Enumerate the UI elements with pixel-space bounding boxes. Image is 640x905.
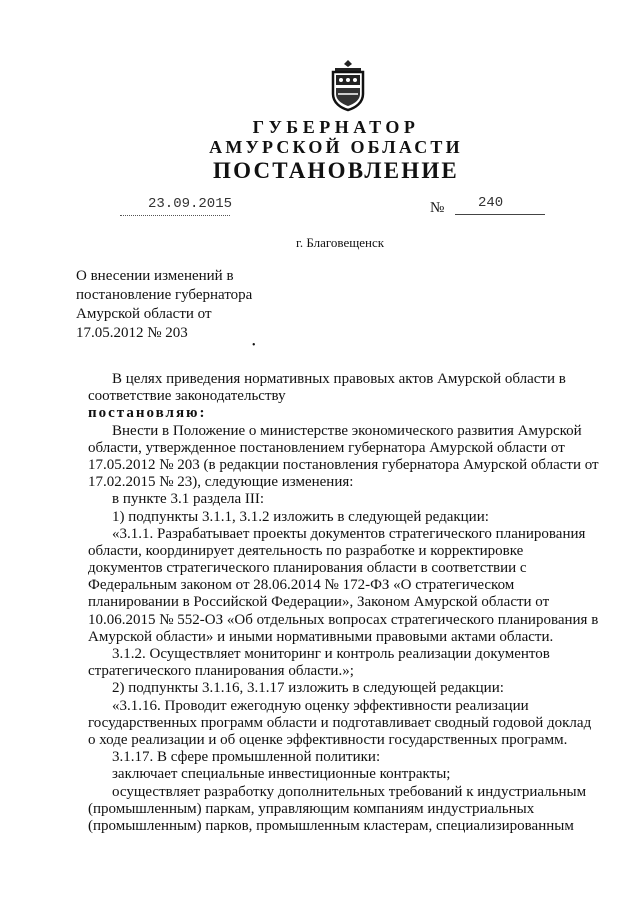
- body-line: (промышленным) парков, промышленным кластерам, специализированным: [88, 817, 574, 834]
- document-type-title: ПОСТАНОВЛЕНИЕ: [213, 158, 459, 183]
- body-line: соответствие законодательству: [88, 388, 286, 405]
- date-underline: [120, 215, 230, 216]
- authority-line-2: АМУРСКОЙ ОБЛАСТИ: [209, 137, 463, 157]
- body-line: планировании в Российской Федерации», Законом Амурской области от: [88, 594, 550, 611]
- body-line: 17.02.2015 № 23), следующие изменения:: [88, 474, 354, 491]
- decree-body: [88, 371, 608, 835]
- body-line: заключает специальные инвестиционные контракты;: [112, 766, 451, 783]
- subject-line: Амурской области от: [76, 306, 212, 322]
- city: г. Благовещенск: [295, 235, 385, 250]
- coat-of-arms-icon: [327, 58, 369, 112]
- body-line: области, утвержденное постановлением губернатора Амурской области от: [88, 439, 565, 456]
- decree-subject: [76, 267, 316, 343]
- body-line: Амурской области» и иными нормативными правовыми актами области.: [88, 628, 554, 645]
- body-line: 2) подпункты 3.1.16, 3.1.17 изложить в следующей редакции:: [112, 680, 504, 697]
- body-line: «3.1.16. Проводит ежегодную оценку эффективности реализации: [112, 697, 529, 714]
- body-line: «3.1.1. Разрабатывает проекты документов стратегического планирования: [112, 525, 586, 542]
- body-line: В целях приведения нормативных правовых актов Амурской области в: [112, 371, 566, 387]
- body-line: осуществляет разработку дополнительных требований к индустриальным: [112, 783, 587, 800]
- resolve-word: постановляю:: [88, 405, 207, 422]
- subject-line: 17.05.2012 № 203: [76, 325, 188, 341]
- subject-line: постановление губернатора: [76, 287, 253, 303]
- body-line: о ходе реализации и об оценке эффективности государственных программ.: [88, 731, 568, 748]
- number-sign: №: [430, 200, 445, 216]
- decree-number: 240: [478, 195, 504, 211]
- body-line: 1) подпункты 3.1.1, 3.1.2 изложить в следующей редакции:: [112, 508, 489, 525]
- decree-date: 23.09.2015: [148, 196, 233, 212]
- body-line: государственных программ области и подготавливает сводный годовой доклад: [88, 714, 592, 731]
- body-line: 3.1.17. В сфере промышленной политики:: [112, 749, 381, 766]
- body-line: Внести в Положение о министерстве экономического развития Амурской: [112, 422, 582, 439]
- body-line: 3.1.2. Осуществляет мониторинг и контроль реализации документов: [112, 646, 550, 662]
- subject-line: О внесении изменений в: [76, 268, 234, 284]
- body-line: 17.05.2012 № 203 (в редакции постановления губернатора Амурской области от: [88, 456, 599, 473]
- body-line: документов стратегического планирования области в соответствии с: [88, 560, 527, 577]
- scan-mark: •: [252, 340, 256, 351]
- body-line: Федеральным законом от 28.06.2014 № 172-ФЗ «О стратегическом: [88, 577, 515, 594]
- body-line: (промышленным) паркам, управляющим компаниям индустриальных: [88, 800, 535, 817]
- authority-line-1: ГУБЕРНАТОР: [252, 117, 420, 137]
- body-line: 10.06.2015 № 552-ОЗ «Об отдельных вопросах стратегического планирования в: [88, 611, 599, 628]
- number-underline: [455, 214, 545, 215]
- body-line: области, координирует деятельность по разработке и корректировке: [88, 542, 524, 559]
- body-line: в пункте 3.1 раздела III:: [112, 491, 265, 508]
- body-line: стратегического планирования области.»;: [88, 663, 354, 680]
